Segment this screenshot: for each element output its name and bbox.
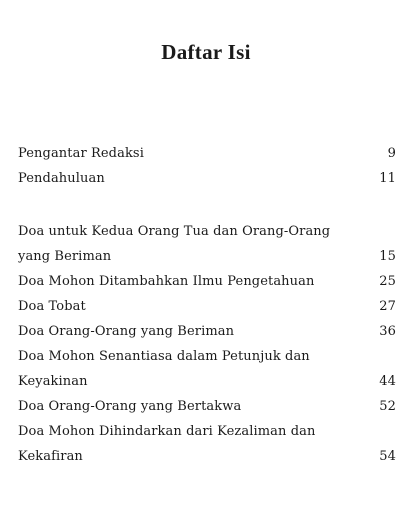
- page-title: Daftar Isi: [161, 40, 251, 64]
- toc-entry-label: Doa Tobat: [18, 299, 86, 314]
- toc-entry-label: Doa Mohon Senantiasa dalam Petunjuk dan Keyakinan: [18, 349, 310, 389]
- toc-entry[interactable]: [18, 294, 396, 319]
- toc-entry-label: Pengantar Redaksi: [18, 146, 144, 161]
- toc-entry-label: Doa Orang-Orang yang Bertakwa: [18, 399, 242, 414]
- toc-entry[interactable]: [18, 394, 396, 419]
- toc-entry-label: Doa Mohon Dihindarkan dari Kezaliman dan Kekafiran: [18, 424, 316, 464]
- toc-entry-label: Pendahuluan: [18, 171, 105, 186]
- toc-entry-page: 27: [379, 299, 396, 314]
- toc-entry-label-line: Doa untuk Kedua Orang Tua dan Orang-Orang: [18, 224, 331, 239]
- toc-entry-label: Doa Orang-Orang yang Beriman: [18, 324, 235, 339]
- toc-entry[interactable]: [18, 141, 396, 166]
- toc-entry[interactable]: [18, 419, 396, 469]
- toc-entry[interactable]: [18, 269, 396, 294]
- toc-front-matter: [18, 141, 396, 191]
- toc-entry[interactable]: [18, 219, 396, 269]
- toc-entry-page: 36: [379, 324, 396, 339]
- toc-entry-page: 44: [379, 374, 396, 389]
- toc-entry-page: 54: [379, 449, 396, 464]
- toc-chapters: [18, 219, 396, 469]
- toc-entry[interactable]: [18, 166, 396, 191]
- toc-entry-page: 52: [379, 399, 396, 414]
- toc-entry-label-line: yang Beriman: [18, 249, 112, 264]
- toc-entry-label: Doa Mohon Ditambahkan Ilmu Pengetahuan: [18, 274, 315, 289]
- toc-entry-page: 25: [379, 274, 396, 289]
- toc-entry-page: 9: [387, 146, 396, 161]
- toc-entry-label: [18, 219, 371, 269]
- toc-entry-page: 15: [379, 249, 396, 264]
- toc-entry[interactable]: [18, 319, 396, 344]
- toc-entry-page: 11: [379, 171, 396, 186]
- toc-entry[interactable]: [18, 344, 396, 394]
